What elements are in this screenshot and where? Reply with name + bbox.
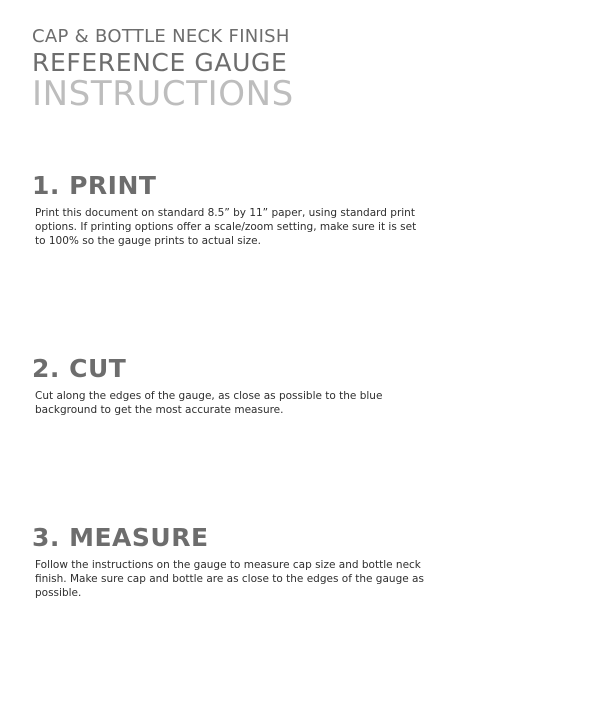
title-line-cap-bottle: CAP & BOTTLE NECK FINISH xyxy=(32,26,290,47)
section-print xyxy=(32,172,432,248)
title-line-reference-gauge: REFERENCE GAUGE xyxy=(32,48,288,77)
title-line-instructions: INSTRUCTIONS xyxy=(32,74,294,114)
section-body-print: Print this document on standard 8.5” by 11” paper, using standard print options. If printing options offer a scale/zoom setting, make sure it is set to 100% so the gauge prints to actual size. xyxy=(35,207,417,247)
section-heading-measure: 3. MEASURE xyxy=(32,523,209,552)
section-heading-print: 1. PRINT xyxy=(32,171,157,200)
section-body-measure: Follow the instructions on the gauge to measure cap size and bottle neck finish. Make sure cap and bottle are as close to the edges of the gauge as possible. xyxy=(35,559,424,599)
document-title xyxy=(32,26,294,112)
section-body-cut: Cut along the edges of the gauge, as close as possible to the blue background to get the most accurate measure. xyxy=(35,390,383,416)
section-heading-cut: 2. CUT xyxy=(32,354,127,383)
section-measure xyxy=(32,524,432,600)
section-cut xyxy=(32,355,432,417)
